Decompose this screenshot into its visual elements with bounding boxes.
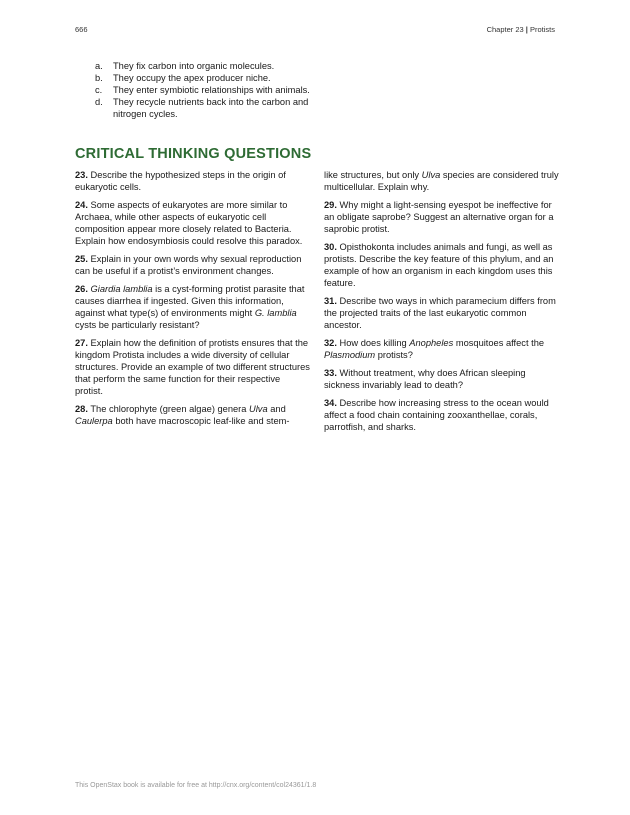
option-text: They occupy the apex producer niche. — [113, 73, 271, 83]
genus-name: Ulva — [421, 170, 441, 180]
header-separator: | — [525, 25, 528, 34]
question-text: The chlorophyte (green algae) genera — [90, 404, 250, 414]
question-26 — [75, 283, 310, 331]
page-number: 666 — [75, 25, 88, 34]
question-text: Why might a light-sensing eyespot be ineffective for an obligate saprobe? Suggest an alternative organ for a saprobic protist. — [324, 200, 554, 234]
question-text: like structures, but only — [324, 170, 422, 180]
question-text: Describe how increasing stress to the ocean would affect a food chain containing zooxanthellae, corals, parrotfish, and sharks. — [324, 398, 549, 432]
question-30 — [324, 241, 560, 289]
question-text: and — [267, 404, 286, 414]
question-number: 29. — [324, 200, 337, 210]
question-23 — [75, 169, 310, 193]
option-text: They fix carbon into organic molecules. — [113, 61, 275, 71]
question-27 — [75, 337, 310, 397]
genus-name: Plasmodium — [324, 350, 376, 360]
question-text: Explain in your own words why sexual reproduction can be useful if a protist’s environment changes. — [75, 254, 302, 276]
question-number: 34. — [324, 398, 337, 408]
question-text: mosquitoes affect the — [453, 338, 545, 348]
chapter-label: Chapter 23 — [486, 25, 524, 34]
question-text: protists? — [375, 350, 413, 360]
question-25 — [75, 253, 310, 277]
question-number: 33. — [324, 368, 337, 378]
running-header — [487, 25, 555, 34]
genus-name: Caulerpa — [75, 416, 113, 426]
question-text: is a cyst-forming protist parasite that causes diarrhea if ingested. Given this information, against what type(s) of environments might — [75, 284, 305, 318]
answer-options — [95, 60, 310, 120]
question-number: 23. — [75, 170, 88, 180]
genus-name: Ulva — [249, 404, 268, 414]
species-name: Giardia lamblia — [90, 284, 153, 294]
option-letter: a. — [95, 61, 103, 71]
question-24 — [75, 199, 310, 247]
question-number: 25. — [75, 254, 88, 264]
questions-column-right — [324, 169, 560, 439]
option-text: They enter symbiotic relationships with animals. — [113, 85, 310, 95]
answer-option — [95, 60, 310, 72]
question-text: both have macroscopic leaf-like and stem- — [112, 416, 290, 426]
species-name: G. lamblia — [254, 308, 297, 318]
question-28 — [75, 403, 310, 427]
answer-option — [95, 84, 310, 96]
question-text: cysts be particularly resistant? — [75, 320, 200, 330]
option-letter: c. — [95, 85, 103, 95]
question-text: Opisthokonta includes animals and fungi, as well as protists. Describe the key feature of this phylum, and an example of how an organism in each kingdom uses this feature. — [324, 242, 554, 288]
question-number: 28. — [75, 404, 88, 414]
question-number: 30. — [324, 242, 337, 252]
question-number: 32. — [324, 338, 337, 348]
question-number: 24. — [75, 200, 88, 210]
question-number: 27. — [75, 338, 88, 348]
answer-option — [95, 72, 310, 84]
question-31 — [324, 295, 560, 331]
questions-column-left — [75, 169, 310, 433]
option-letter: d. — [95, 97, 103, 107]
question-text: species are considered truly multicellular. Explain why. — [324, 170, 559, 192]
answer-option — [95, 96, 310, 120]
question-number: 31. — [324, 296, 337, 306]
genus-name: Anopheles — [409, 338, 454, 348]
question-text: Describe two ways in which paramecium differs from the projected traits of the last eukaryotic common ancestor. — [324, 296, 556, 330]
chapter-title: Protists — [529, 25, 555, 34]
question-text: Explain how the definition of protists ensures that the kingdom Protista includes a wide diversity of cellular structures. Provide an example of two different structures that perform the same function for their respective protist. — [75, 338, 310, 396]
question-29 — [324, 199, 560, 235]
question-text: Some aspects of eukaryotes are more similar to Archaea, while other aspects of eukaryotic cell composition appear more closely related to Bacteria. Explain how endosymbiosis could resolve this paradox. — [75, 200, 303, 246]
option-text: They recycle nutrients back into the carbon and nitrogen cycles. — [113, 97, 309, 119]
question-text: How does killing — [339, 338, 410, 348]
question-text: Describe the hypothesized steps in the origin of eukaryotic cells. — [75, 170, 286, 192]
footer-note: This OpenStax book is available for free at http://cnx.org/content/col24361/1.8 — [75, 782, 317, 789]
question-number: 26. — [75, 284, 88, 294]
question-33 — [324, 367, 560, 391]
option-letter: b. — [95, 73, 103, 83]
question-34 — [324, 397, 560, 433]
section-heading: CRITICAL THINKING QUESTIONS — [75, 146, 312, 162]
question-text: Without treatment, why does African sleeping sickness invariably lead to death? — [324, 368, 526, 390]
question-28-continued — [324, 169, 560, 193]
question-32 — [324, 337, 560, 361]
